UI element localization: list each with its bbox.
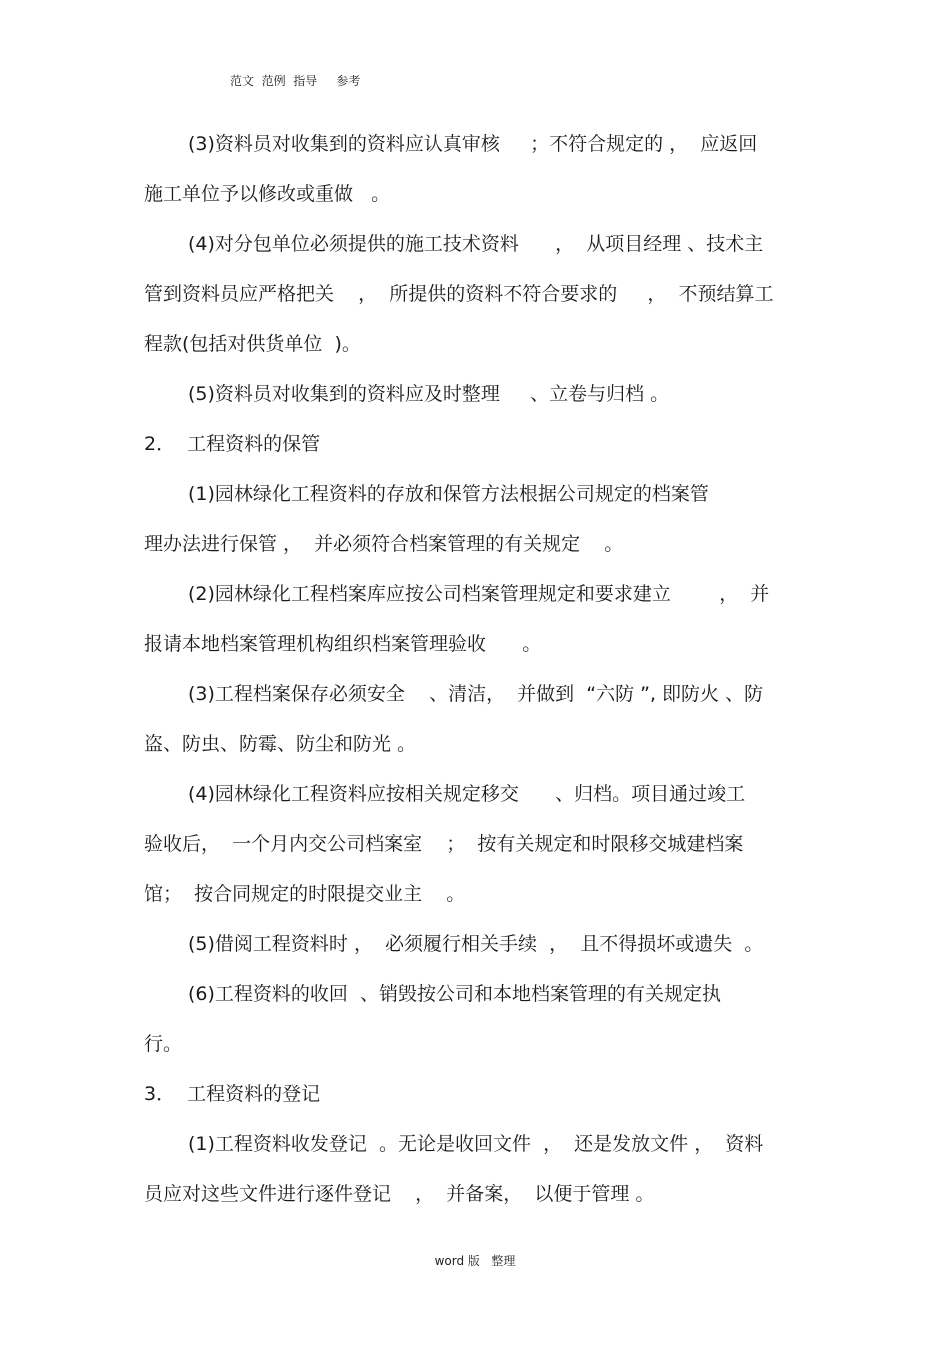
text-line: 施工单位予以修改或重做 。 (144, 183, 391, 205)
text-line: (6)工程资料的收回 、销毁按公司和本地档案管理的有关规定执 (188, 983, 721, 1005)
text-line: 馆； 按合同规定的时限提交业主 。 (144, 883, 466, 905)
text-line: 报请本地档案管理机构组织档案管理验收 。 (144, 633, 542, 655)
text-line: 盗、防虫、防霉、防尘和防光 。 (144, 733, 417, 755)
page-header: 范文 范例 指导 参考 (230, 74, 361, 88)
section-heading: 3． 工程资料的登记 (144, 1083, 321, 1105)
text-line: 验收后， 一个月内交公司档案室 ； 按有关规定和时限移交城建档案 (144, 833, 744, 855)
text-line: (5)借阅工程资料时 ， 必须履行相关手续 ， 且不得损坏或遗失 。 (188, 933, 764, 955)
text-line: 员应对这些文件进行逐件登记 ， 并备案， 以便于管理 。 (144, 1183, 655, 1205)
text-line: (3)工程档案保存必须安全 、清洁， 并做到 “六防 ”, 即防火 、防 (188, 683, 764, 705)
text-line: 程款(包括对供货单位 )。 (144, 333, 361, 355)
text-line: 理办法进行保管 ， 并必须符合档案管理的有关规定 。 (144, 533, 624, 555)
text-line: (5)资料员对收集到的资料应及时整理 、立卷与归档 。 (188, 383, 670, 405)
page-footer: word 版 整理 (434, 1254, 516, 1268)
text-line: (1)工程资料收发登记 。无论是收回文件 ， 还是发放文件 ， 资料 (188, 1133, 764, 1155)
text-line: 管到资料员应严格把关 ， 所提供的资料不符合要求的 ， 不预结算工 (144, 283, 774, 305)
section-heading: 2． 工程资料的保管 (144, 433, 321, 455)
text-line: (4)园林绿化工程资料应按相关规定移交 、归档。项目通过竣工 (188, 783, 746, 805)
text-line: (2)园林绿化工程档案库应按公司档案管理规定和要求建立 ， 并 (188, 583, 770, 605)
text-line: 行。 (144, 1033, 183, 1055)
text-line: (4)对分包单位必须提供的施工技术资料 ， 从项目经理 、技术主 (188, 233, 764, 255)
text-line: (3)资料员对收集到的资料应认真审核 ；不符合规定的 ， 应返回 (188, 133, 758, 155)
text-line: (1)园林绿化工程资料的存放和保管方法根据公司规定的档案管 (188, 483, 709, 505)
